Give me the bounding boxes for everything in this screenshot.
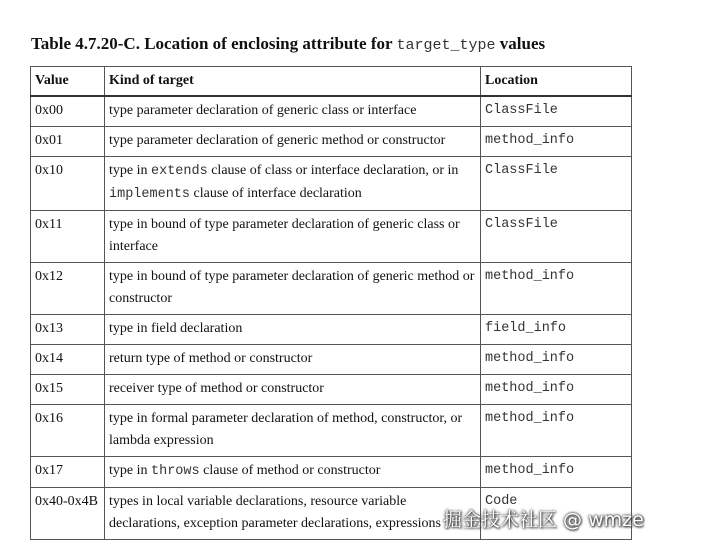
row-kind bbox=[105, 211, 481, 263]
header-kind: Kind of target bbox=[105, 67, 481, 97]
row-kind bbox=[105, 157, 481, 211]
row-kind bbox=[105, 488, 481, 540]
table-row bbox=[31, 345, 632, 375]
header-row bbox=[31, 67, 632, 97]
row-value: 0x10 bbox=[31, 157, 105, 211]
kind-text-fragment: type in formal parameter declaration of method, constructor, or lambda expression bbox=[109, 411, 463, 448]
kind-text-fragment: clause of class or interface declaration, or in bbox=[207, 163, 459, 178]
row-location: Code bbox=[481, 488, 632, 540]
row-location: ClassFile bbox=[481, 96, 632, 127]
table-row bbox=[31, 211, 632, 263]
caption-code: target_type bbox=[396, 37, 496, 54]
table-row bbox=[31, 263, 632, 315]
row-location: ClassFile bbox=[481, 211, 632, 263]
table-row bbox=[31, 405, 632, 457]
row-kind bbox=[105, 127, 481, 157]
row-value: 0x12 bbox=[31, 263, 105, 315]
kind-text-fragment: type parameter declaration of generic method or constructor bbox=[109, 133, 446, 148]
kind-text-fragment: types in local variable declarations, resource variable declarations, exception parameter declarations, expressions bbox=[109, 494, 441, 531]
kind-text-fragment: type in bbox=[109, 163, 151, 178]
kind-text-fragment: type in bound of type parameter declaration of generic class or interface bbox=[109, 217, 460, 254]
row-location: method_info bbox=[481, 345, 632, 375]
row-value: 0x14 bbox=[31, 345, 105, 375]
row-value: 0x11 bbox=[31, 211, 105, 263]
kind-code-fragment: extends bbox=[151, 164, 208, 179]
row-kind bbox=[105, 405, 481, 457]
watermark: 掘金技术社区 @ wmze bbox=[443, 509, 644, 531]
row-value: 0x00 bbox=[31, 96, 105, 127]
row-kind bbox=[105, 457, 481, 488]
row-value: 0x13 bbox=[31, 315, 105, 345]
table-row bbox=[31, 457, 632, 488]
kind-text-fragment: type in bound of type parameter declaration of generic method or constructor bbox=[109, 269, 475, 306]
row-value: 0x15 bbox=[31, 375, 105, 405]
row-value: 0x17 bbox=[31, 457, 105, 488]
row-value: 0x16 bbox=[31, 405, 105, 457]
caption-prefix: Table 4.7.20-C. Location of enclosing attribute for bbox=[31, 34, 397, 53]
kind-text-fragment: type parameter declaration of generic class or interface bbox=[109, 103, 417, 118]
kind-text-fragment: type in field declaration bbox=[109, 321, 243, 336]
target-type-table bbox=[30, 66, 632, 540]
table-row bbox=[31, 375, 632, 405]
header-value: Value bbox=[31, 67, 105, 97]
row-value: 0x40-0x4B bbox=[31, 488, 105, 540]
row-location: method_info bbox=[481, 405, 632, 457]
row-location: method_info bbox=[481, 457, 632, 488]
caption-suffix: values bbox=[495, 34, 546, 53]
row-location: method_info bbox=[481, 263, 632, 315]
kind-text-fragment: clause of method or constructor bbox=[199, 463, 381, 478]
kind-text-fragment: receiver type of method or constructor bbox=[109, 381, 324, 396]
row-value: 0x01 bbox=[31, 127, 105, 157]
row-kind bbox=[105, 96, 481, 127]
table-row bbox=[31, 127, 632, 157]
table-row bbox=[31, 96, 632, 127]
table-row bbox=[31, 157, 632, 211]
kind-code-fragment: throws bbox=[151, 464, 200, 479]
row-kind bbox=[105, 263, 481, 315]
row-kind bbox=[105, 375, 481, 405]
header-location: Location bbox=[481, 67, 632, 97]
row-location: field_info bbox=[481, 315, 632, 345]
kind-text-fragment: clause of interface declaration bbox=[190, 186, 362, 201]
kind-text-fragment: type in bbox=[109, 463, 151, 478]
row-location: method_info bbox=[481, 127, 632, 157]
row-kind bbox=[105, 345, 481, 375]
row-location: method_info bbox=[481, 375, 632, 405]
row-kind bbox=[105, 315, 481, 345]
row-location: ClassFile bbox=[481, 157, 632, 211]
kind-code-fragment: implements bbox=[109, 187, 191, 202]
table-body bbox=[31, 96, 632, 540]
kind-text-fragment: return type of method or constructor bbox=[109, 351, 313, 366]
table-row bbox=[31, 315, 632, 345]
table-caption bbox=[31, 34, 545, 54]
